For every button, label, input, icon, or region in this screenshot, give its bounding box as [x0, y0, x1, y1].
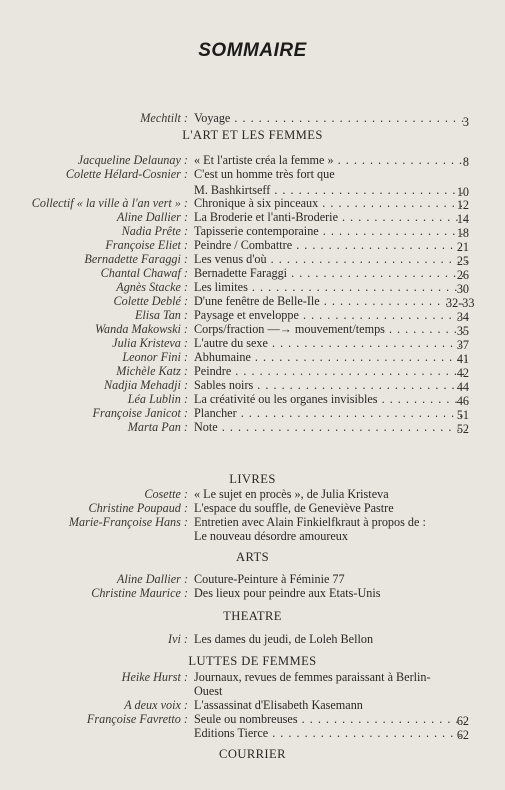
toc-author: Leonor Fini : [122, 350, 188, 364]
toc-title: Abhumaine . . . [194, 350, 467, 365]
toc-page: 21 [456, 240, 469, 254]
toc-entry [0, 572, 505, 587]
toc-entry [0, 350, 505, 365]
toc-entry [0, 167, 505, 182]
toc-page: 10 [456, 185, 469, 199]
toc-entry [0, 515, 505, 530]
toc-entry [0, 364, 505, 379]
section-heading-luttes: LUTTES DE FEMMES [188, 654, 317, 668]
section-heading-art: L'ART ET LES FEMMES [182, 128, 323, 142]
toc-author: Bernadette Faraggi : [84, 252, 188, 266]
toc-author: Marie-Françoise Hans : [68, 515, 188, 529]
toc-page: 41 [456, 352, 469, 366]
section-heading-arts: ARTS [235, 550, 270, 564]
toc-title: Les limites . . . [194, 280, 467, 295]
toc-entry [0, 529, 505, 544]
toc-title: Entretien avec Alain Finkielfkraut à propos de : [194, 515, 426, 529]
toc-page: 34 [456, 310, 469, 324]
toc-entry [0, 392, 505, 407]
toc-author: Marta Pan : [127, 420, 188, 434]
toc-author: Aline Dallier : [116, 572, 188, 586]
toc-title: Note . . . [194, 420, 467, 435]
toc-author: Colette Deblé : [113, 294, 188, 308]
toc-title: La Broderie et l'anti-Broderie . . . [194, 210, 467, 225]
toc-entry [0, 210, 505, 225]
toc-entry [0, 378, 505, 393]
toc-page: 52 [456, 422, 469, 436]
toc-page: 14 [456, 212, 469, 226]
toc-entry [0, 294, 505, 309]
toc-entry [0, 322, 505, 337]
toc-entry [0, 670, 505, 685]
toc-page: 51 [456, 408, 469, 422]
toc-title: Seule ou nombreuses . . . [194, 712, 467, 727]
toc-page: 37 [456, 338, 469, 352]
toc-entry [0, 586, 505, 601]
toc-title: Voyage . . . [194, 111, 467, 126]
toc-title: L'assassinat d'Elisabeth Kasemann [194, 698, 363, 712]
toc-author: Françoise Favretto : [86, 712, 188, 726]
page-title: SOMMAIRE [198, 40, 307, 61]
toc-author: Christine Poupaud : [88, 501, 188, 515]
toc-title: Sables noirs . . . [194, 378, 467, 393]
toc-entry [0, 501, 505, 516]
toc-author: Nadjia Mehadji : [104, 378, 188, 392]
toc-author: Aline Dallier : [116, 210, 188, 224]
toc-entry [0, 111, 505, 129]
toc-entry [0, 252, 505, 267]
toc-page: 35 [456, 324, 469, 338]
toc-entry [0, 406, 505, 421]
toc-entry [0, 266, 505, 281]
toc-title: La créativité ou les organes invisibles . . . [194, 392, 467, 407]
toc-title: Des lieux pour peindre aux Etats-Unis [194, 586, 381, 600]
toc-entry [0, 487, 505, 502]
toc-author: Jacqueline Delaunay : [77, 153, 188, 167]
toc-entry [0, 712, 505, 727]
toc-title: « Et l'artiste créa la femme » . . . [194, 153, 467, 168]
toc-page: 30 [456, 282, 469, 296]
toc-title: Peindre . . . [194, 364, 467, 379]
toc-author: Ivi : [168, 632, 188, 646]
toc-page: 25 [456, 254, 469, 268]
toc-author: Chantal Chawaf : [100, 266, 188, 280]
toc-author: Nadia Prête : [121, 224, 188, 238]
toc-page: 32-33 [446, 296, 475, 310]
toc-title: Editions Tierce . . . [194, 726, 467, 741]
toc-title: Peindre / Combattre . . . [194, 238, 467, 253]
toc-title: Corps/fraction —→ mouvement/temps . . . [194, 322, 467, 337]
toc-author: Mechtilt : [140, 111, 188, 125]
toc-title: Tapisserie contemporaine . . . [194, 224, 467, 239]
toc-entry [0, 153, 505, 168]
toc-entry [0, 196, 505, 211]
toc-entry [0, 280, 505, 295]
toc-entry [0, 698, 505, 713]
toc-author: Michèle Katz : [116, 364, 188, 378]
section-heading-livres: LIVRES [229, 472, 276, 486]
toc-title: C'est un homme très fort que [194, 167, 335, 181]
section-heading-theatre: THEATRE [223, 609, 282, 623]
toc-page: 42 [456, 366, 469, 380]
toc-author: Christine Maurice : [91, 586, 188, 600]
toc-title: Bernadette Faraggi . . . [194, 266, 467, 281]
toc-page: 62 [456, 728, 469, 742]
toc-author: Françoise Janicot : [92, 406, 188, 420]
toc-title: Couture-Peinture à Féminie 77 [194, 572, 345, 586]
toc-entry [0, 632, 505, 647]
toc-author: Cosette : [144, 487, 188, 501]
toc-entry [0, 224, 505, 239]
toc-title: Ouest [194, 684, 223, 698]
toc-title: Les venus d'où . . . [194, 252, 467, 267]
toc-page: 46 [456, 394, 469, 408]
toc-title: L'autre du sexe . . . [194, 336, 467, 351]
toc-title: « Le sujet en procès », de Julia Kristeva [194, 487, 389, 501]
toc-entry [0, 336, 505, 351]
toc-author: Elisa Tan : [134, 308, 188, 322]
toc-author: Colette Hélard-Cosnier : [65, 167, 188, 181]
toc-title: Journaux, revues de femmes paraissant à Berlin- [194, 670, 431, 684]
toc-author: A deux voix : [124, 698, 188, 712]
toc-page: 3 [462, 115, 469, 129]
toc-author: Collectif « la ville à l'an vert » : [31, 196, 188, 210]
toc-entry [0, 726, 505, 741]
toc-title: Le nouveau désordre amoureux [194, 529, 348, 543]
toc-page: 44 [456, 380, 469, 394]
toc-page: 18 [456, 226, 469, 240]
toc-page: 62 [456, 714, 469, 728]
toc-title: M. Bashkirtseff . . . [194, 183, 467, 198]
toc-title: Les dames du jeudi, de Loleh Bellon [194, 632, 374, 646]
section-heading-courrier: COURRIER [219, 747, 286, 761]
toc-title: Chronique à six pinceaux . . . [194, 196, 467, 211]
toc-author: Heike Hurst : [121, 670, 188, 684]
toc-author: Françoise Eliet : [105, 238, 188, 252]
toc-title: L'espace du souffle, de Geneviève Pastre [194, 501, 394, 515]
toc-author: Wanda Makowski : [95, 322, 188, 336]
toc-page: 8 [462, 155, 469, 169]
toc-author: Léa Lublin : [127, 392, 188, 406]
toc-title: D'une fenêtre de Belle-Ile . . . [194, 294, 467, 309]
toc-entry [0, 684, 505, 699]
toc-entry [0, 238, 505, 253]
toc-page: 12 [456, 198, 469, 212]
toc-author: Agnès Stacke : [116, 280, 188, 294]
toc-title: Paysage et enveloppe . . . [194, 308, 467, 323]
toc-title: Plancher . . . [194, 406, 467, 421]
toc-page: 26 [456, 268, 469, 282]
toc-entry [0, 308, 505, 323]
toc-author: Julia Kristeva : [112, 336, 188, 350]
toc-entry [0, 420, 505, 435]
